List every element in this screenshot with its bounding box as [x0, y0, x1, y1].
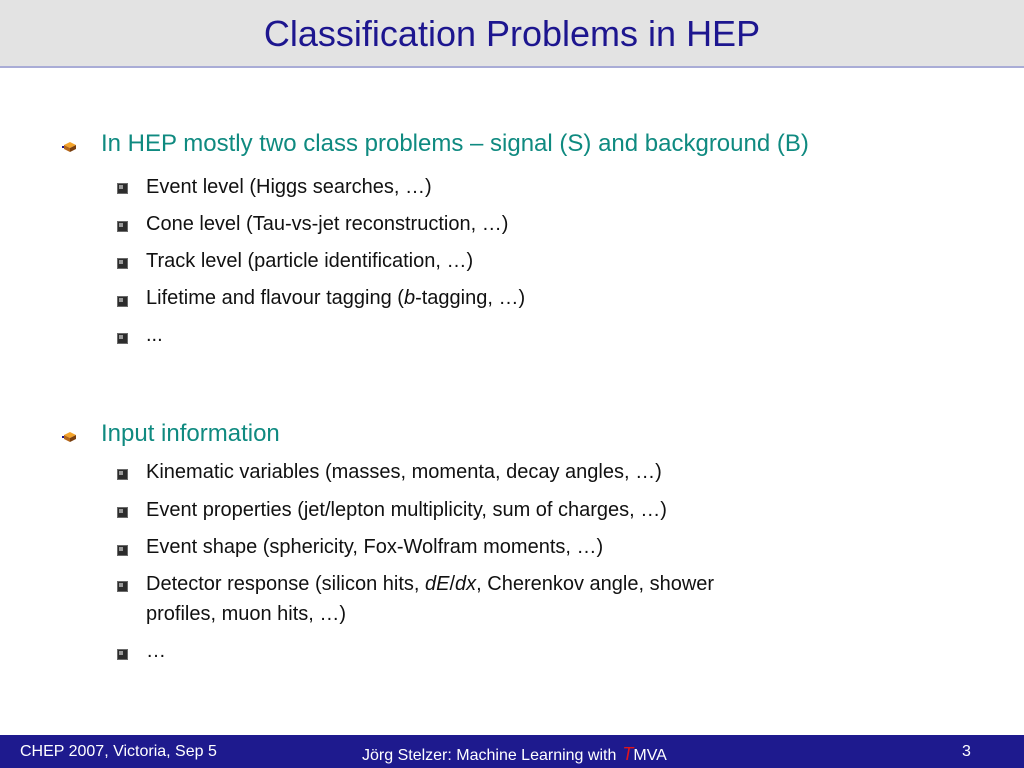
list-item [146, 285, 525, 311]
slide-title: Classification Problems in HEP [263, 13, 761, 54]
list-item-continuation: profiles, muon hits, …) [146, 603, 347, 625]
gray-square-bullet-icon [117, 545, 128, 556]
list-item-emphasis: b [403, 287, 416, 309]
gray-square-bullet-icon [117, 221, 128, 232]
gray-square-bullet-icon [117, 258, 128, 269]
list-item-text: Detector response (silicon hits, [146, 573, 426, 595]
gray-square-bullet-icon [117, 649, 128, 660]
footer-author [362, 744, 667, 766]
list-item: Event properties (jet/lepton multiplicity, sum of charges, …) [146, 499, 667, 521]
gray-square-bullet-icon [117, 581, 128, 592]
gray-square-bullet-icon [117, 183, 128, 194]
list-item: Event shape (sphericity, Fox-Wolfram moments, …) [146, 536, 604, 558]
list-item [146, 571, 714, 597]
footer-conference: CHEP 2007, Victoria, Sep 5 [20, 743, 217, 760]
list-item: Cone level (Tau-vs-jet reconstruction, …) [146, 213, 509, 235]
gray-square-bullet-icon [117, 333, 128, 344]
list-item: Event level (Higgs searches, …) [146, 176, 432, 198]
list-item-text: Lifetime and flavour tagging ( [146, 287, 404, 309]
gray-square-bullet-icon [117, 296, 128, 307]
page-number: 3 [962, 743, 971, 760]
tmva-logo-t: T [622, 744, 634, 764]
title-bar [0, 0, 1024, 68]
section1-heading: In HEP mostly two class problems – signal (S) and background (B) [101, 130, 809, 157]
list-item: Track level (particle identification, …) [146, 250, 474, 272]
orange-cube-bullet-icon [62, 431, 78, 443]
footer-author-text: Jörg Stelzer: Machine Learning with [362, 747, 617, 764]
list-item-emphasis: dE [425, 573, 450, 595]
list-item-text: / [449, 573, 456, 595]
gray-square-bullet-icon [117, 507, 128, 518]
footer [0, 735, 1024, 768]
list-item-emphasis: dx [455, 573, 477, 595]
list-item-text: -tagging, …) [415, 287, 526, 309]
list-item: Kinematic variables (masses, momenta, decay angles, …) [146, 461, 662, 483]
gray-square-bullet-icon [117, 469, 128, 480]
list-item: ... [146, 324, 163, 346]
orange-cube-bullet-icon [62, 141, 78, 153]
list-item-text: , Cherenkov angle, shower [476, 573, 715, 595]
section2-heading: Input information [101, 420, 280, 447]
list-item: … [146, 640, 166, 662]
tmva-logo-mva: MVA [633, 747, 667, 764]
